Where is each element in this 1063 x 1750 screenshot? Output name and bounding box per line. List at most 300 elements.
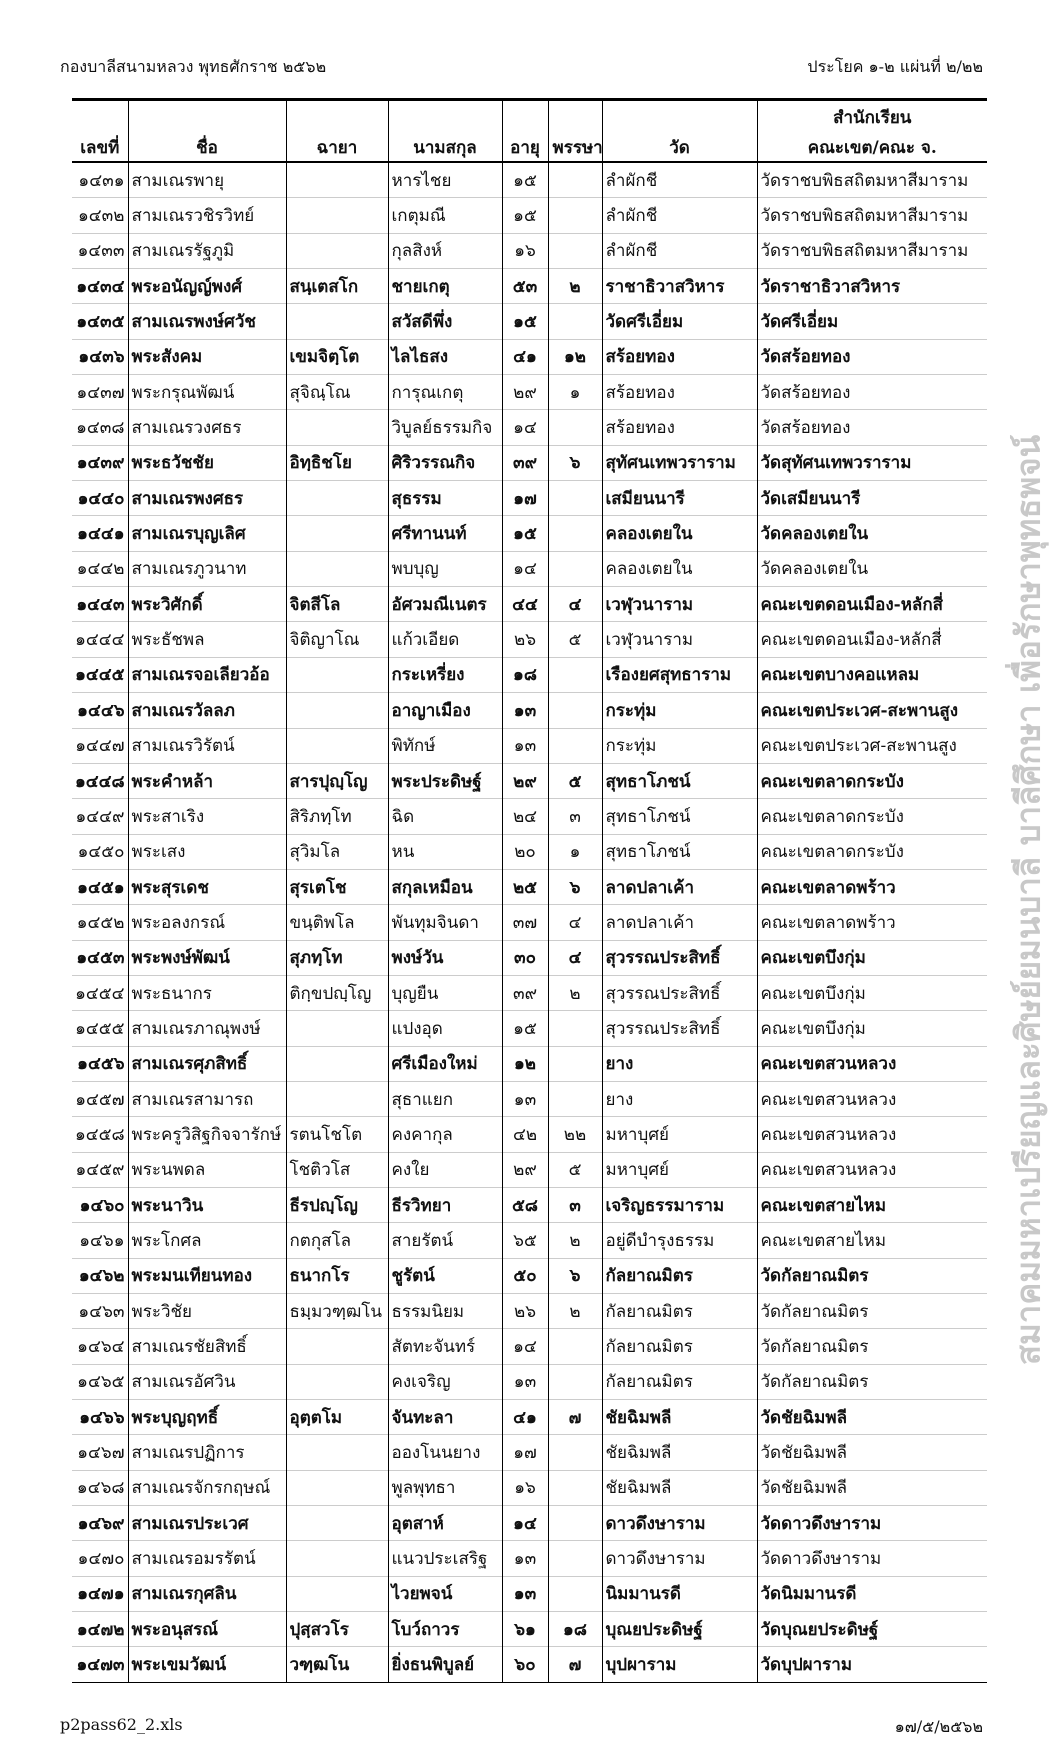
cell-surname: อัศวมณีเนตร	[388, 587, 502, 622]
cell-surname: อาญาเมือง	[388, 693, 502, 728]
cell-no: ๑๔๖๔	[72, 1329, 128, 1364]
footer-filename: p2pass62_2.xls	[60, 1715, 183, 1734]
cell-no: ๑๔๖๓	[72, 1294, 128, 1329]
cell-chaya: จิติญาโณ	[286, 622, 388, 657]
cell-surname: ธรรมนิยม	[388, 1294, 502, 1329]
cell-pansa: ๓	[548, 1187, 602, 1222]
cell-name: พระเสง	[128, 834, 286, 869]
cell-name: พระธัชพล	[128, 622, 286, 657]
cell-name: สามเณรชัยสิทธิ์	[128, 1329, 286, 1364]
cell-pansa: ๑๒	[548, 339, 602, 374]
cell-pansa	[548, 1470, 602, 1505]
cell-pansa: ๖	[548, 445, 602, 480]
cell-school: วัดราชบพิธสถิตมหาสีมาราม	[757, 198, 987, 233]
cell-school: วัดราชบพิธสถิตมหาสีมาราม	[757, 162, 987, 198]
cell-name: พระคำหล้า	[128, 763, 286, 798]
cell-pansa: ๕	[548, 1152, 602, 1187]
cell-chaya	[286, 162, 388, 198]
cell-wat: มหาบุศย์	[602, 1117, 757, 1152]
table-row	[72, 1187, 987, 1222]
cell-school: วัดเสมียนนารี	[757, 481, 987, 516]
cell-pansa: ๒	[548, 1294, 602, 1329]
cell-no: ๑๔๖๐	[72, 1187, 128, 1222]
table-row	[72, 410, 987, 445]
cell-pansa	[548, 1364, 602, 1399]
cell-surname: พบบุญ	[388, 551, 502, 586]
cell-school: คณะเขตสายไหม	[757, 1187, 987, 1222]
cell-surname: ศรีเมืองใหม่	[388, 1046, 502, 1081]
cell-school: วัดดาวดึงษาราม	[757, 1506, 987, 1541]
cell-surname: โบว์ถาวร	[388, 1612, 502, 1647]
cell-chaya	[286, 1011, 388, 1046]
cell-school: วัดกัลยาณมิตร	[757, 1294, 987, 1329]
cell-no: ๑๔๔๖	[72, 693, 128, 728]
cell-no: ๑๔๔๙	[72, 799, 128, 834]
table-body	[72, 162, 987, 1682]
cell-surname: แนวประเสริฐ	[388, 1541, 502, 1576]
table-row	[72, 162, 987, 198]
cell-surname: หน	[388, 834, 502, 869]
cell-no: ๑๔๗๒	[72, 1612, 128, 1647]
cell-chaya: กตกุสโล	[286, 1223, 388, 1258]
cell-wat: สุทธาโภชน์	[602, 834, 757, 869]
table-row	[72, 940, 987, 975]
cell-wat: สร้อยทอง	[602, 410, 757, 445]
col-header-pansa: พรรษา	[548, 131, 602, 162]
cell-name: พระบุญฤทธิ์	[128, 1400, 286, 1435]
cell-age: ๒๙	[502, 763, 548, 798]
cell-pansa: ๕	[548, 622, 602, 657]
cell-name: สามเณรพงศธร	[128, 481, 286, 516]
cell-name: พระมนเทียนทอง	[128, 1258, 286, 1293]
cell-school: วัดดาวดึงษาราม	[757, 1541, 987, 1576]
table-row	[72, 1541, 987, 1576]
table-row	[72, 445, 987, 480]
cell-wat: ดาวดึงษาราม	[602, 1541, 757, 1576]
table-row	[72, 1258, 987, 1293]
cell-school: วัดสร้อยทอง	[757, 339, 987, 374]
cell-surname: ไวยพจน์	[388, 1576, 502, 1611]
cell-pansa: ๕	[548, 763, 602, 798]
cell-age: ๑๕	[502, 516, 548, 551]
col-header-age: อายุ	[502, 131, 548, 162]
col-header-blank	[72, 100, 128, 132]
cell-chaya: รตนโชโต	[286, 1117, 388, 1152]
table-row	[72, 905, 987, 940]
cell-wat: กัลยาณมิตร	[602, 1294, 757, 1329]
cell-pansa	[548, 657, 602, 692]
cell-surname: แก้วเอียด	[388, 622, 502, 657]
cell-chaya	[286, 1329, 388, 1364]
cell-pansa	[548, 1541, 602, 1576]
cell-age: ๑๔	[502, 1329, 548, 1364]
cell-surname: สกุลเหมือน	[388, 869, 502, 904]
cell-no: ๑๔๕๓	[72, 940, 128, 975]
cell-age: ๑๒	[502, 1046, 548, 1081]
cell-name: สามเณรจอเลียวอ้อ	[128, 657, 286, 692]
cell-chaya: สุจิณฺโณ	[286, 375, 388, 410]
cell-school: คณะเขตสวนหลวง	[757, 1081, 987, 1116]
col-header-name: ชื่อ	[128, 131, 286, 162]
cell-chaya: สุภทฺโท	[286, 940, 388, 975]
cell-pansa: ๑	[548, 834, 602, 869]
cell-chaya: โชติวโส	[286, 1152, 388, 1187]
cell-wat: สุทธาโภชน์	[602, 763, 757, 798]
cell-school: วัดราชบพิธสถิตมหาสีมาราม	[757, 233, 987, 268]
cell-pansa	[548, 1435, 602, 1470]
cell-chaya	[286, 1081, 388, 1116]
cell-school: วัดบุปผาราม	[757, 1647, 987, 1682]
footer-date: ๑๗/๕/๒๕๖๒	[894, 1717, 983, 1736]
cell-surname: สุธาแยก	[388, 1081, 502, 1116]
cell-name: พระนาวิน	[128, 1187, 286, 1222]
cell-no: ๑๔๓๔	[72, 269, 128, 304]
cell-age: ๑๗	[502, 481, 548, 516]
cell-name: สามเณรภูวนาท	[128, 551, 286, 586]
cell-chaya: ติกฺขปญฺโญ	[286, 975, 388, 1010]
cell-surname: อุตสาห์	[388, 1506, 502, 1541]
cell-wat: สุทัศนเทพวราราม	[602, 445, 757, 480]
cell-no: ๑๔๕๑	[72, 869, 128, 904]
cell-school: คณะเขตสวนหลวง	[757, 1152, 987, 1187]
cell-school: คณะเขตลาดกระบัง	[757, 799, 987, 834]
cell-no: ๑๔๔๒	[72, 551, 128, 586]
cell-age: ๒๐	[502, 834, 548, 869]
cell-surname: กระเหรี่ยง	[388, 657, 502, 692]
cell-name: พระเขมวัฒน์	[128, 1647, 286, 1682]
cell-surname: ชายเกตุ	[388, 269, 502, 304]
cell-age: ๔๔	[502, 587, 548, 622]
cell-name: สามเณรรัฐภูมิ	[128, 233, 286, 268]
cell-no: ๑๔๕๕	[72, 1011, 128, 1046]
cell-chaya	[286, 1576, 388, 1611]
cell-no: ๑๔๓๘	[72, 410, 128, 445]
cell-pansa	[548, 481, 602, 516]
cell-name: สามเณรภาณุพงษ์	[128, 1011, 286, 1046]
cell-age: ๒๙	[502, 375, 548, 410]
cell-age: ๑๓	[502, 693, 548, 728]
cell-age: ๑๓	[502, 1081, 548, 1116]
cell-chaya	[286, 410, 388, 445]
cell-surname: หารไชย	[388, 162, 502, 198]
cell-age: ๓๙	[502, 445, 548, 480]
cell-wat: อยู่ดีบำรุงธรรม	[602, 1223, 757, 1258]
cell-age: ๑๓	[502, 1576, 548, 1611]
cell-surname: ไลไธสง	[388, 339, 502, 374]
cell-surname: พูลพุทธา	[388, 1470, 502, 1505]
cell-no: ๑๔๔๓	[72, 587, 128, 622]
cell-surname: บุญยืน	[388, 975, 502, 1010]
table-row	[72, 975, 987, 1010]
cell-surname: สายรัตน์	[388, 1223, 502, 1258]
cell-wat: ลำผักชี	[602, 233, 757, 268]
cell-pansa: ๔	[548, 587, 602, 622]
cell-age: ๓๙	[502, 975, 548, 1010]
table-row	[72, 1435, 987, 1470]
cell-name: สามเณรปฏิการ	[128, 1435, 286, 1470]
cell-pansa	[548, 410, 602, 445]
cell-wat: นิมมานรดี	[602, 1576, 757, 1611]
cell-chaya: ธมฺมวฑฺฒโน	[286, 1294, 388, 1329]
cell-chaya	[286, 728, 388, 763]
cell-wat: ดาวดึงษาราม	[602, 1506, 757, 1541]
table-row	[72, 1152, 987, 1187]
cell-name: สามเณรอัศวิน	[128, 1364, 286, 1399]
cell-wat: คลองเตยใน	[602, 551, 757, 586]
cell-no: ๑๔๗๓	[72, 1647, 128, 1682]
cell-chaya: จิตสีโล	[286, 587, 388, 622]
cell-pansa: ๒	[548, 1223, 602, 1258]
cell-no: ๑๔๖๗	[72, 1435, 128, 1470]
cell-no: ๑๔๖๘	[72, 1470, 128, 1505]
cell-no: ๑๔๖๕	[72, 1364, 128, 1399]
cell-chaya	[286, 1046, 388, 1081]
cell-no: ๑๔๓๙	[72, 445, 128, 480]
cell-no: ๑๔๕๔	[72, 975, 128, 1010]
cell-school: คณะเขตลาดกระบัง	[757, 834, 987, 869]
cell-no: ๑๔๔๘	[72, 763, 128, 798]
cell-surname: ยิ่งธนพิบูลย์	[388, 1647, 502, 1682]
cell-name: พระสังคม	[128, 339, 286, 374]
cell-wat: ลำผักชี	[602, 162, 757, 198]
cell-pansa: ๓	[548, 799, 602, 834]
cell-no: ๑๔๕๙	[72, 1152, 128, 1187]
table-row	[72, 1223, 987, 1258]
cell-school: คณะเขตลาดพร้าว	[757, 869, 987, 904]
cell-school: วัดบุณยประดิษฐ์	[757, 1612, 987, 1647]
cell-wat: กระทุ่ม	[602, 693, 757, 728]
col-header-school-top: สำนักเรียน	[757, 100, 987, 132]
cell-name: สามเณรอมรรัตน์	[128, 1541, 286, 1576]
cell-school: คณะเขตสวนหลวง	[757, 1046, 987, 1081]
cell-wat: เวฬุวนาราม	[602, 622, 757, 657]
cell-no: ๑๔๔๐	[72, 481, 128, 516]
table-row	[72, 516, 987, 551]
cell-school: คณะเขตบึงกุ่ม	[757, 975, 987, 1010]
col-header-blank	[388, 100, 502, 132]
cell-age: ๓๗	[502, 905, 548, 940]
cell-surname: อองโนนยาง	[388, 1435, 502, 1470]
cell-age: ๕๐	[502, 1258, 548, 1293]
cell-chaya: สุรเตโช	[286, 869, 388, 904]
results-table	[72, 98, 987, 1683]
cell-school: วัดชัยฉิมพลี	[757, 1435, 987, 1470]
table-row	[72, 1329, 987, 1364]
cell-school: คณะเขตลาดกระบัง	[757, 763, 987, 798]
cell-wat: ราชาธิวาสวิหาร	[602, 269, 757, 304]
cell-surname: พิทักษ์	[388, 728, 502, 763]
table-row	[72, 622, 987, 657]
col-header-blank	[286, 100, 388, 132]
cell-no: ๑๔๓๖	[72, 339, 128, 374]
cell-no: ๑๔๕๐	[72, 834, 128, 869]
cell-name: สามเณรประเวศ	[128, 1506, 286, 1541]
cell-wat: ชัยฉิมพลี	[602, 1400, 757, 1435]
cell-surname: แปงอุด	[388, 1011, 502, 1046]
cell-surname: วิบูลย์ธรรมกิจ	[388, 410, 502, 445]
cell-name: สามเณรวงศธร	[128, 410, 286, 445]
cell-no: ๑๔๕๗	[72, 1081, 128, 1116]
cell-surname: สวัสดีพึ่ง	[388, 304, 502, 339]
table-row	[72, 693, 987, 728]
cell-age: ๔๒	[502, 1117, 548, 1152]
cell-school: คณะเขตประเวศ-สะพานสูง	[757, 693, 987, 728]
cell-chaya: เขมจิตฺโต	[286, 339, 388, 374]
cell-chaya	[286, 304, 388, 339]
cell-pansa	[548, 198, 602, 233]
cell-wat: ยาง	[602, 1046, 757, 1081]
cell-chaya	[286, 1470, 388, 1505]
cell-wat: สุทธาโภชน์	[602, 799, 757, 834]
header-org-year: กองบาลีสนามหลวง พุทธศักราช ๒๕๖๒	[60, 57, 327, 76]
cell-wat: ยาง	[602, 1081, 757, 1116]
cell-school: วัดกัลยาณมิตร	[757, 1258, 987, 1293]
cell-school: คณะเขตดอนเมือง-หลักสี่	[757, 622, 987, 657]
cell-wat: สุวรรณประสิทธิ์	[602, 1011, 757, 1046]
cell-wat: บุณยประดิษฐ์	[602, 1612, 757, 1647]
cell-pansa	[548, 304, 602, 339]
cell-chaya: ธีรปญฺโญ	[286, 1187, 388, 1222]
cell-no: ๑๔๕๒	[72, 905, 128, 940]
cell-no: ๑๔๕๘	[72, 1117, 128, 1152]
table-row	[72, 834, 987, 869]
table-row	[72, 763, 987, 798]
cell-chaya: ปุสฺสวโร	[286, 1612, 388, 1647]
cell-wat: มหาบุศย์	[602, 1152, 757, 1187]
table-row	[72, 198, 987, 233]
cell-pansa: ๒	[548, 975, 602, 1010]
cell-surname: ศิริวรรณกิจ	[388, 445, 502, 480]
table-row	[72, 233, 987, 268]
cell-name: สามเณรสามารถ	[128, 1081, 286, 1116]
cell-pansa	[548, 1081, 602, 1116]
cell-pansa: ๔	[548, 940, 602, 975]
cell-pansa: ๒๒	[548, 1117, 602, 1152]
cell-school: วัดกัลยาณมิตร	[757, 1329, 987, 1364]
cell-school: คณะเขตสายไหม	[757, 1223, 987, 1258]
cell-pansa	[548, 1046, 602, 1081]
cell-age: ๑๔	[502, 551, 548, 586]
cell-age: ๑๔	[502, 1506, 548, 1541]
cell-wat: ลาดปลาเค้า	[602, 869, 757, 904]
cell-age: ๑๘	[502, 657, 548, 692]
cell-pansa	[548, 693, 602, 728]
cell-surname: สัตทะจันทร์	[388, 1329, 502, 1364]
table-row	[72, 1046, 987, 1081]
cell-school: คณะเขตบึงกุ่ม	[757, 940, 987, 975]
cell-pansa: ๒	[548, 269, 602, 304]
table-row	[72, 728, 987, 763]
cell-no: ๑๔๖๒	[72, 1258, 128, 1293]
cell-no: ๑๔๖๖	[72, 1400, 128, 1435]
cell-school: วัดสร้อยทอง	[757, 410, 987, 445]
cell-age: ๒๙	[502, 1152, 548, 1187]
cell-name: พระครูวิสิฐกิจจารักษ์	[128, 1117, 286, 1152]
table-row	[72, 339, 987, 374]
cell-pansa	[548, 516, 602, 551]
cell-age: ๒๔	[502, 799, 548, 834]
cell-chaya	[286, 516, 388, 551]
col-header-school: คณะเขต/คณะ จ.	[757, 131, 987, 162]
cell-no: ๑๔๔๗	[72, 728, 128, 763]
cell-chaya	[286, 1541, 388, 1576]
cell-pansa	[548, 1329, 602, 1364]
cell-school: คณะเขตลาดพร้าว	[757, 905, 987, 940]
cell-surname: ธีรวิทยา	[388, 1187, 502, 1222]
cell-chaya: สุวิมโล	[286, 834, 388, 869]
col-header-no: เลขที่	[72, 131, 128, 162]
cell-no: ๑๔๗๐	[72, 1541, 128, 1576]
col-header-blank	[548, 100, 602, 132]
table-row	[72, 1400, 987, 1435]
table-row	[72, 1647, 987, 1682]
cell-wat: สุวรรณประสิทธิ์	[602, 940, 757, 975]
cell-age: ๔๑	[502, 1400, 548, 1435]
cell-surname: คงใย	[388, 1152, 502, 1187]
cell-no: ๑๔๓๓	[72, 233, 128, 268]
cell-wat: กัลยาณมิตร	[602, 1258, 757, 1293]
cell-name: สามเณรศุภสิทธิ์	[128, 1046, 286, 1081]
cell-school: วัดสุทัศนเทพวราราม	[757, 445, 987, 480]
table-row	[72, 1612, 987, 1647]
cell-school: คณะเขตประเวศ-สะพานสูง	[757, 728, 987, 763]
cell-surname: ศรีทานนท์	[388, 516, 502, 551]
cell-age: ๔๑	[502, 339, 548, 374]
cell-school: วัดชัยฉิมพลี	[757, 1400, 987, 1435]
cell-no: ๑๔๕๖	[72, 1046, 128, 1081]
cell-pansa	[548, 1506, 602, 1541]
table-row	[72, 1011, 987, 1046]
cell-age: ๑๗	[502, 1435, 548, 1470]
cell-age: ๑๓	[502, 1364, 548, 1399]
cell-wat: บุปผาราม	[602, 1647, 757, 1682]
cell-no: ๑๔๔๑	[72, 516, 128, 551]
cell-name: สามเณรพายุ	[128, 162, 286, 198]
cell-wat: กัลยาณมิตร	[602, 1364, 757, 1399]
cell-age: ๑๓	[502, 1541, 548, 1576]
cell-name: พระโกศล	[128, 1223, 286, 1258]
cell-chaya: สิริภทฺโท	[286, 799, 388, 834]
cell-school: วัดนิมมานรดี	[757, 1576, 987, 1611]
col-header-blank	[128, 100, 286, 132]
col-header-blank	[502, 100, 548, 132]
cell-wat: สุวรรณประสิทธิ์	[602, 975, 757, 1010]
table-row	[72, 1364, 987, 1399]
table-row	[72, 587, 987, 622]
cell-surname: พงษ์วัน	[388, 940, 502, 975]
cell-school: วัดกัลยาณมิตร	[757, 1364, 987, 1399]
cell-name: พระพงษ์พัฒน์	[128, 940, 286, 975]
cell-pansa	[548, 1576, 602, 1611]
cell-pansa: ๖	[548, 1258, 602, 1293]
cell-chaya	[286, 693, 388, 728]
col-header-surname: นามสกุล	[388, 131, 502, 162]
cell-wat: คลองเตยใน	[602, 516, 757, 551]
cell-surname: การุณเกตุ	[388, 375, 502, 410]
cell-wat: สร้อยทอง	[602, 375, 757, 410]
cell-wat: ลาดปลาเค้า	[602, 905, 757, 940]
cell-pansa: ๗	[548, 1400, 602, 1435]
cell-pansa: ๗	[548, 1647, 602, 1682]
cell-no: ๑๔๓๒	[72, 198, 128, 233]
cell-name: สามเณรวชิรวิทย์	[128, 198, 286, 233]
table-row	[72, 1117, 987, 1152]
cell-pansa: ๖	[548, 869, 602, 904]
table-row	[72, 1081, 987, 1116]
cell-surname: พันทุมจินดา	[388, 905, 502, 940]
cell-chaya: สารปุญฺโญ	[286, 763, 388, 798]
cell-age: ๕๓	[502, 269, 548, 304]
